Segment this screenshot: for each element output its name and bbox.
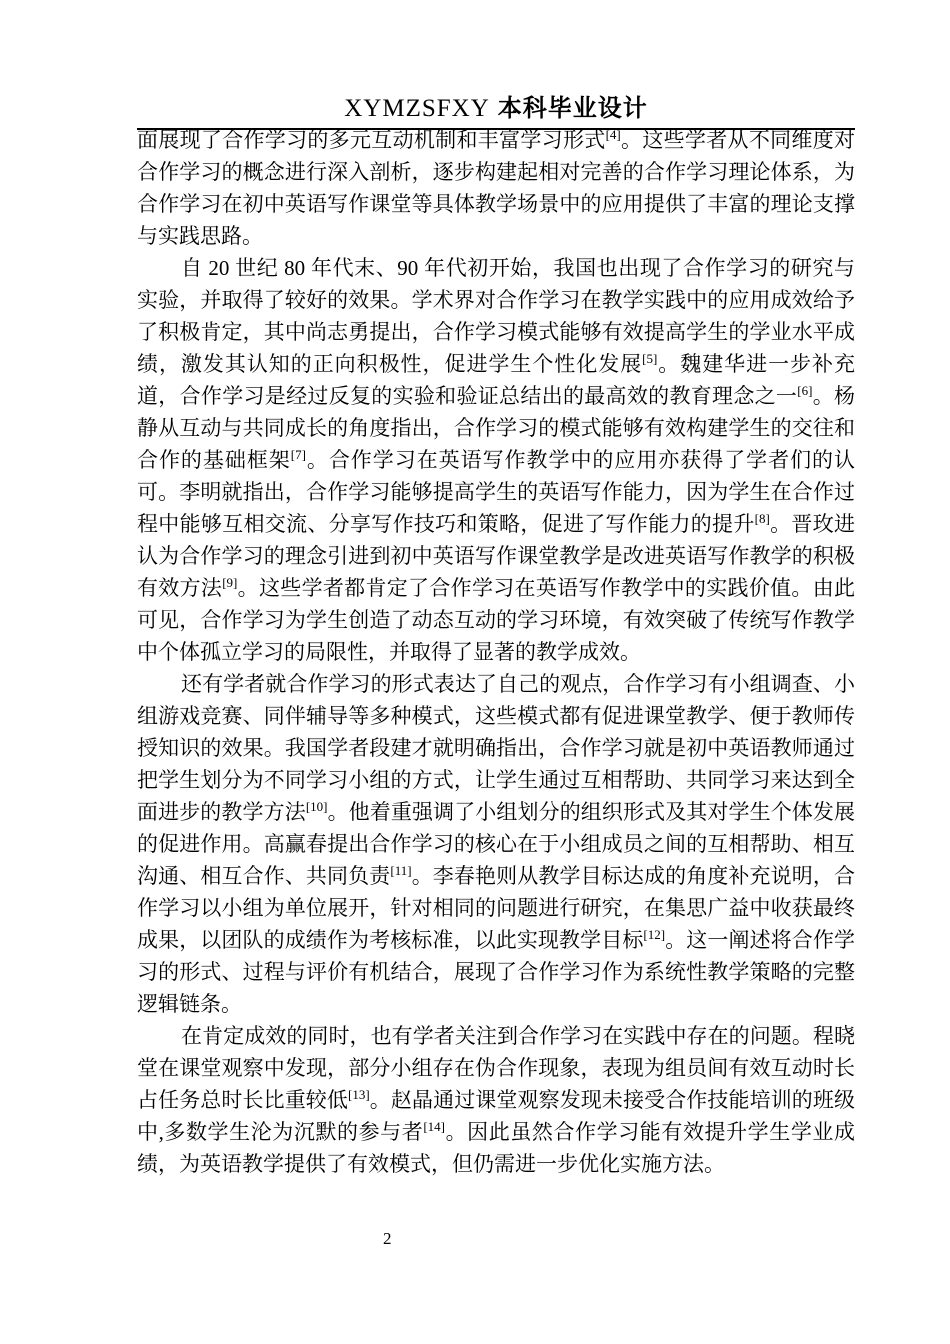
citation-ref: [11] [390, 863, 412, 878]
citation-ref: [9] [222, 575, 238, 590]
citation-ref: [6] [797, 383, 813, 398]
paragraph: 面展现了合作学习的多元互动机制和丰富学习形式[4]。这些学者从不同维度对合作学习的概念进行深入剖析，逐步构建起相对完善的合作学习理论体系，为合作学习在初中英语写作课堂等具体教学场景中的应用提供了丰富的理论支撑与实践思路。 [137, 127, 856, 248]
page-number: 2 [383, 1229, 392, 1248]
document-body [137, 124, 855, 1180]
citation-ref: [8] [754, 511, 770, 526]
paragraph: 在肯定成效的同时，也有学者关注到合作学习在实践中存在的问题。程晓堂在课堂观察中发现，部分小组存在伪合作现象，表现为组员间有效互动时长占任务总时长比重较低[13]。赵晶通过课堂观察发现未接受合作技能培训的班级中,多数学生沦为沉默的参与者[14]。因此虽然合作学习能有效提升学生学业成绩，为英语教学提供了有效模式，但仍需进一步优化实施方法。 [137, 1024, 856, 1176]
citation-ref: [12] [643, 927, 666, 942]
citation-ref: [7] [290, 447, 306, 462]
citation-ref: [10] [305, 799, 328, 814]
citation-ref: [14] [423, 1119, 446, 1134]
citation-ref: [5] [642, 351, 658, 366]
paragraph: 自 20 世纪 80 年代末、90 年代初开始，我国也出现了合作学习的研究与实验，并取得了较好的效果。学术界对合作学习在教学实践中的应用成效给予了积极肯定，其中尚志勇提出，合作学习模式能够有效提高学生的学业水平成绩，激发其认知的正向积极性，促进学生个性化发展[5]。魏建华进一步补充道，合作学习是经过反复的实验和验证总结出的最高效的教育理念之一[6]。杨静从互动与共同成长的角度指出，合作学习的模式能够有效构建学生的交往和合作的基础框架[7]。合作学习在英语写作教学中的应用亦获得了学者们的认可。李明就指出，合作学习能够提高学生的英语写作能力，因为学生在合作过程中能够互相交流、分享写作技巧和策略，促进了写作能力的提升[8]。晋玫进认为合作学习的理念引进到初中英语写作课堂教学是改进英语写作教学的积极有效方法[9]。这些学者都肯定了合作学习在英语写作教学中的实践价值。由此可见，合作学习为学生创造了动态互动的学习环境，有效突破了传统写作教学中个体孤立学习的局限性，并取得了显著的教学成效。 [137, 256, 856, 664]
citation-ref: [4] [605, 127, 621, 142]
header-school-code: XYMZSFXY [344, 95, 490, 122]
header-title: 本科毕业设计 [497, 96, 648, 122]
citation-ref: [13] [348, 1087, 370, 1102]
paragraph: 还有学者就合作学习的形式表达了自己的观点，合作学习有小组调查、小组游戏竞赛、同伴辅导等多种模式，这些模式都有促进课堂教学、便于教师传授知识的效果。我国学者段建才就明确指出，合作学习就是初中英语教师通过把学生划分为不同学习小组的方式，让学生通过互相帮助、共同学习来达到全面进步的教学方法[10]。他着重强调了小组划分的组织形式及其对学生个体发展的促进作用。高赢春提出合作学习的核心在于小组成员之间的互相帮助、相互沟通、相互合作、共同负责[11]。李春艳则从教学目标达成的角度补充说明，合作学习以小组为单位展开，针对相同的问题进行研究，在集思广益中收获最终成果，以团队的成绩作为考核标准，以此实现教学目标[12]。这一阐述将合作学习的形式、过程与评价有机结合，展现了合作学习作为系统性教学策略的完整逻辑链条。 [137, 672, 856, 1016]
